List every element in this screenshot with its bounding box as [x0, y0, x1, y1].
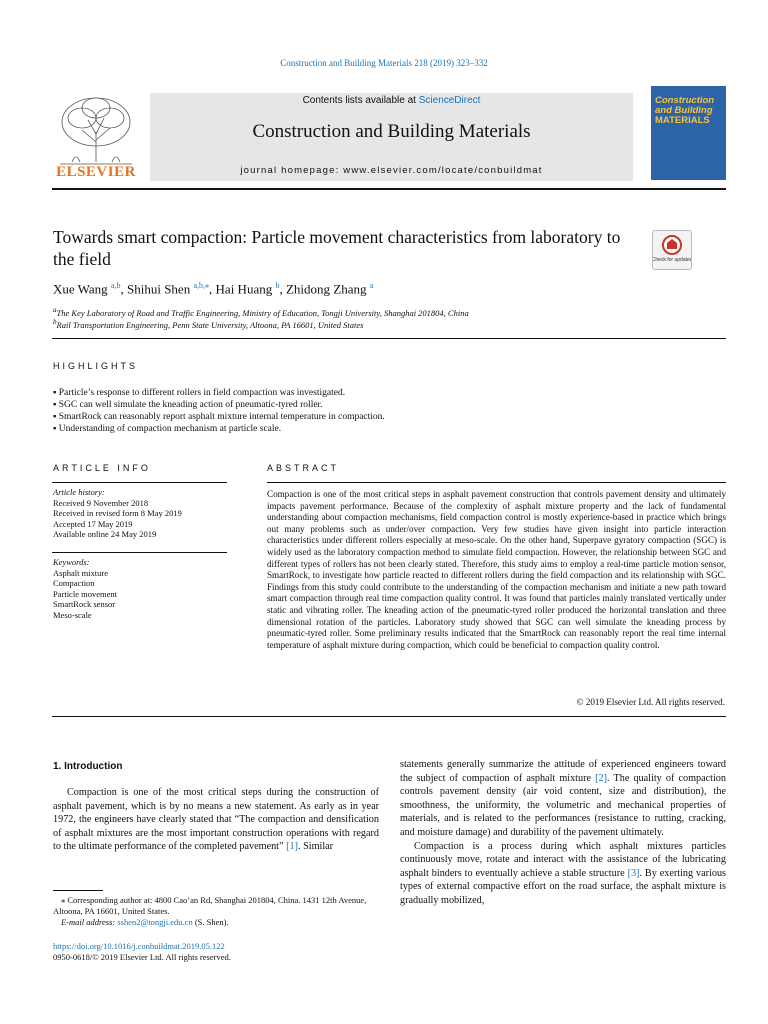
- reference-link[interactable]: [2]: [595, 772, 608, 784]
- check-updates-icon: [653, 231, 691, 269]
- footnote-divider: [53, 890, 103, 891]
- cover-title: [655, 96, 723, 126]
- author-affil-mark[interactable]: b: [275, 281, 280, 290]
- history-item: Received in revised form 8 May 2019: [53, 508, 182, 518]
- reference-link[interactable]: [3]: [627, 867, 640, 879]
- cover-title-line: Construction: [655, 95, 715, 106]
- affiliation-mark: b: [53, 318, 57, 326]
- highlight-item: ▪ SmartRock can reasonably report asphalt mixture internal temperature in compaction.: [53, 412, 385, 422]
- paragraph-text: statements generally summarize the attitude of experienced engineers toward the subject of compaction of asphalt mixture: [400, 759, 726, 784]
- highlight-text: SGC can well simulate the kneading action of pneumatic-tyred roller.: [58, 400, 323, 410]
- corresponding-footnote: [53, 895, 379, 928]
- body-column-left: [53, 786, 379, 854]
- section-heading: 1. Introduction: [53, 761, 123, 772]
- contents-prefix: Contents lists available at: [302, 95, 419, 106]
- affiliation-text: The Key Laboratory of Road and Traffic Engineering, Ministry of Education, Tongji University, Shanghai 201804, China: [56, 307, 469, 318]
- paragraph-text: Compaction is one of the most critical steps during the construction of asphalt pavement, which is by no means a new statement. As early as in year 1972, the engineers have clearly stated that “The compaction and densification of asphalt mixtures are the most important construction operations with regard to the ultimate performance of the completed pavement”: [53, 787, 379, 853]
- corresponding-author: ⁎ Corresponding author at: 4800 Cao’an Rd, Shanghai 201804, China. 1431 12th Avenue, Altoona, PA 16601, United States.: [53, 895, 367, 916]
- abstract-text: Compaction is one of the most critical steps in asphalt pavement construction that controls pavement density and ultimately impacts pavement performance. Because of the complexity of asphalt mixture property and the lack of fundamental understanding about compaction mechanisms, field compaction control is mostly experience-based in practice which brings out many problems such as under/over compaction. Very few studies have given insight into particle interaction characteristics under different rollers especially at meso-scale. On the other hand, Superpave gyratory compaction (SGC) is widely used as the laboratory compaction method to simulate field compaction. However, the relationship between SGC and different types of rollers has not been clearly stated. Therefore, this study aims to employ a real-time particle motion sensor, SmartRock, to investigate how particle reacted to different rollers during the field compaction and its relationship with SGC. Findings from this study could contribute to the understanding of the compaction mechanism and initiate a new path toward smart compaction through real time compaction quality control. It was found that particles mainly translated vertically under static and vibrating roller. The kneading action of the pneumatic-tyred roller produced the horizontal translation and three dimensional rotation of the particles. Laboratory study showed that SGC can well simulate the kneading process by pneumatic-tyred roller. Some preliminary results indicated that the SmartRock can reasonably report the real time internal temperature of asphalt mixture during compaction, which could be beneficial to compaction quality control.: [267, 489, 726, 650]
- journal-citation[interactable]: Construction and Building Materials 218 (2019) 323–332: [280, 58, 488, 68]
- paragraph: [53, 786, 379, 854]
- affiliation-mark: a: [53, 306, 57, 314]
- contents-line: [150, 95, 633, 106]
- abstract-heading: ABSTRACT: [267, 463, 340, 473]
- email-label: E-mail address:: [61, 917, 118, 927]
- email-suffix: (S. Shen).: [192, 917, 229, 927]
- publisher-name: ELSEVIER: [56, 164, 136, 180]
- highlight-item: ▪ SGC can well simulate the kneading action of pneumatic-tyred roller.: [53, 400, 323, 410]
- body-column-right: [400, 758, 726, 908]
- highlight-text: Understanding of compaction mechanism at particle scale.: [58, 424, 282, 434]
- history-item: Available online 24 May 2019: [53, 529, 157, 539]
- check-updates-label: Check for updates: [653, 257, 691, 263]
- abstract-bottom-divider: [52, 716, 726, 717]
- history-item: Accepted 17 May 2019: [53, 518, 133, 529]
- header-divider: [52, 188, 726, 190]
- journal-banner: [150, 93, 633, 181]
- cover-title-line: and Building: [655, 105, 713, 116]
- reference-link[interactable]: [1]: [286, 841, 298, 853]
- keyword: Compaction: [53, 578, 95, 588]
- author-name[interactable]: Hai Huang: [215, 281, 273, 297]
- doi-block: [53, 941, 231, 963]
- author-list: Xue Wang $^{a,b}$, Shihui Shen $^{a,b,⁎}$, Hai Huang $^b$, Zhidong Zhang $^a$: [53, 281, 374, 297]
- author-affil-mark[interactable]: a,b: [110, 281, 121, 290]
- author-affil-mark[interactable]: a: [369, 281, 374, 290]
- highlight-item: ▪ Particle’s response to different rollers in field compaction was investigated.: [53, 388, 346, 398]
- sciencedirect-link[interactable]: ScienceDirect: [418, 95, 481, 106]
- cover-title-line: MATERIALS: [655, 115, 710, 126]
- paragraph-text: . Similar: [297, 841, 334, 853]
- check-for-updates-badge[interactable]: [652, 230, 692, 270]
- keyword: Meso-scale: [53, 609, 92, 620]
- affiliation-divider: [52, 338, 726, 339]
- paragraph-text: . By exerting various types of external compactive effort on the road surface, the asphalt mixture is gradually mobilized,: [400, 867, 727, 906]
- paragraph-text: Compaction is a process during which asphalt mixtures particles continuously move, rotate and interact with the assistance of the lubricating asphalt binders to eventually achieve a stable structure: [400, 840, 726, 879]
- history-item: Received 9 November 2018: [53, 497, 149, 508]
- paragraph: [400, 840, 726, 908]
- journal-homepage[interactable]: journal homepage: www.elsevier.com/locate/conbuildmat: [240, 165, 543, 176]
- doi-link[interactable]: https://doi.org/10.1016/j.conbuildmat.2019.05.122: [53, 941, 225, 951]
- email-link[interactable]: sshen2@tongji.edu.cn: [117, 917, 193, 927]
- highlights-list: [53, 387, 723, 435]
- keyword: Asphalt mixture: [53, 567, 109, 578]
- history-label: Article history:: [53, 487, 105, 497]
- abstract-copyright: © 2019 Elsevier Ltd. All rights reserved.: [576, 697, 725, 707]
- highlight-text: Particle’s response to different rollers in field compaction was investigated.: [58, 388, 346, 398]
- article-info-divider: [52, 482, 227, 483]
- article-title: Towards smart compaction: Particle movement characteristics from laboratory to the field: [53, 227, 621, 269]
- keywords-label: Keywords:: [53, 557, 90, 567]
- author-affil-mark[interactable]: a,b,⁎: [193, 281, 210, 290]
- journal-title: Construction and Building Materials: [252, 121, 531, 142]
- keywords-block: [53, 557, 117, 620]
- highlight-item: ▪ Understanding of compaction mechanism at particle scale.: [53, 424, 282, 434]
- author-name[interactable]: Shihui Shen: [127, 281, 191, 297]
- highlight-text: SmartRock can reasonably report asphalt mixture internal temperature in compaction.: [58, 412, 385, 422]
- affiliation-text: Rail Transportation Engineering, Penn State University, Altoona, PA 16601, United States: [56, 319, 364, 330]
- email-line: [53, 917, 379, 928]
- highlights-heading: HIGHLIGHTS: [53, 361, 139, 371]
- abstract-divider: [267, 482, 726, 483]
- issn-line: 0950-0618/© 2019 Elsevier Ltd. All rights reserved.: [53, 952, 231, 962]
- article-history: [53, 487, 182, 540]
- keywords-divider: [52, 552, 227, 553]
- keyword: Particle movement: [53, 588, 117, 599]
- author-name[interactable]: Zhidong Zhang: [285, 281, 367, 297]
- keyword: SmartRock sensor: [53, 599, 116, 609]
- journal-cover[interactable]: [651, 86, 726, 180]
- paragraph-text: . The quality of compaction controls pavement density (air void content, size and distribution), the smoothness, the uniformity, the volumetric and mechanical properties of materials, and is related to the performances (resistance to rutting, cracking, and moisture damage) and durability of the pavement ultimately.: [400, 772, 726, 838]
- affiliation: [53, 318, 363, 330]
- paragraph: [400, 758, 726, 840]
- affiliation: [53, 306, 469, 318]
- author-name[interactable]: Xue Wang: [53, 281, 108, 297]
- article-info-heading: ARTICLE INFO: [53, 463, 151, 473]
